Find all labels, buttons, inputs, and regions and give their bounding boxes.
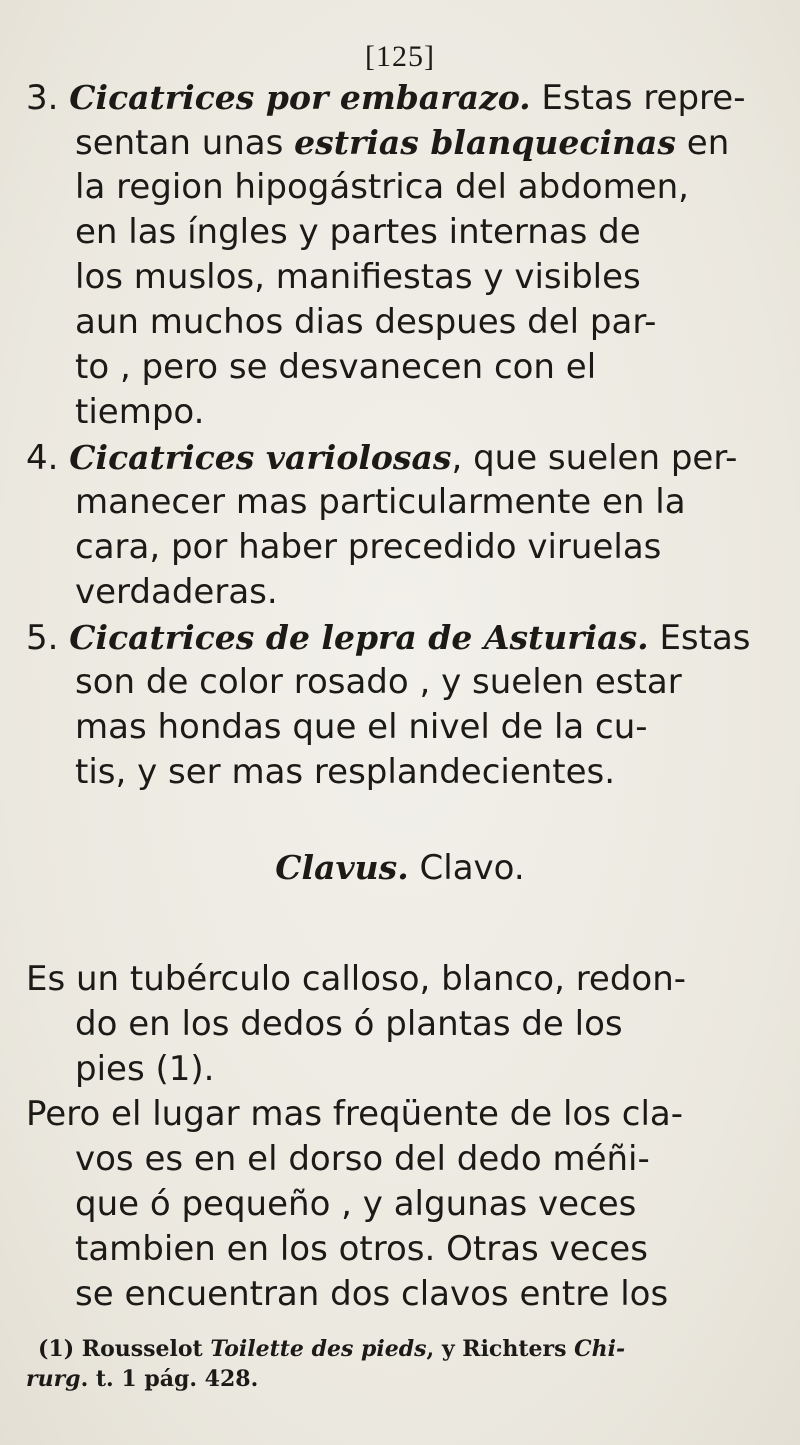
- footnote-line-1: (1) Rousselot Toilette des pieds, y Richters Chi-: [26, 1334, 786, 1364]
- item-3-line-6: aun muchos dias despues del par-: [75, 302, 657, 342]
- item-3-line-7: to , pero se desvanecen con el: [75, 347, 597, 387]
- item-3-title: Cicatrices por embarazo.: [69, 78, 531, 117]
- paragraph-2-line-4: tambien en los otros. Otras veces: [75, 1229, 648, 1269]
- item-3-number: 3.: [26, 78, 59, 118]
- item-4-number: 4.: [26, 438, 59, 478]
- item-5-number: 5.: [26, 618, 59, 658]
- item-3-line-3: la region hipogástrica del abdomen,: [75, 167, 689, 207]
- section-heading: [0, 848, 800, 888]
- item-5-line-4: tis, y ser mas resplandecientes.: [75, 752, 616, 792]
- footnote-line-2: rurg. t. 1 pág. 428.: [26, 1366, 259, 1392]
- paragraph-1: [26, 957, 786, 1092]
- page-number: [125]: [365, 40, 435, 73]
- paragraph-1-line-3: pies (1).: [75, 1049, 215, 1089]
- item-3-line-2: sentan unas estrias blanquecinas en: [75, 123, 730, 163]
- heading-latin: Clavus.: [275, 848, 409, 887]
- item-3-text: Estas repre-: [530, 78, 746, 118]
- footnote-work-2: Chi-: [574, 1336, 626, 1362]
- item-4-title: Cicatrices variolosas: [69, 438, 452, 477]
- footnote-marker: (1): [38, 1336, 75, 1362]
- footnote-work-1: Toilette des pieds: [210, 1336, 427, 1362]
- item-3-line-4: en las íngles y partes internas de: [75, 212, 641, 252]
- footnote: [26, 1334, 786, 1394]
- item-3: [26, 75, 786, 435]
- heading-spanish: Clavo.: [408, 848, 525, 888]
- item-4-line-3: cara, por haber precedido viruelas: [75, 527, 662, 567]
- paragraph-2: [26, 1092, 786, 1317]
- paragraph-2-line-1: Pero el lugar mas freqüente de los cla-: [26, 1094, 683, 1134]
- item-3-line-5: los muslos, manifiestas y visibles: [75, 257, 641, 297]
- item-5: [26, 615, 786, 795]
- paragraph-2-line-3: que ó pequeño , y algunas veces: [75, 1184, 637, 1224]
- item-4-line-2: manecer mas particularmente en la: [75, 482, 686, 522]
- item-3-italic-phrase: estrias blanquecinas: [294, 123, 676, 162]
- item-5-line-2: son de color rosado , y suelen estar: [75, 662, 682, 702]
- paragraph-2-line-2: vos es en el dorso del dedo méñi-: [75, 1139, 650, 1179]
- paragraph-1-line-1: Es un tubérculo calloso, blanco, redon-: [26, 959, 687, 999]
- item-3-line-1: [26, 75, 786, 120]
- item-4-line-1: 4. Cicatrices variolosas, que suelen per-: [26, 438, 738, 478]
- item-4-line-4: verdaderas.: [75, 572, 278, 612]
- item-5-line-1: 5. Cicatrices de lepra de Asturias. Estas: [26, 618, 751, 658]
- paragraph-1-line-2: do en los dedos ó plantas de los: [75, 1004, 623, 1044]
- item-5-title: Cicatrices de lepra de Asturias.: [69, 618, 649, 657]
- item-5-line-3: mas hondas que el nivel de la cu-: [75, 707, 648, 747]
- item-4: [26, 435, 786, 615]
- item-3-line-8: tiempo.: [75, 392, 205, 432]
- paragraph-2-line-5: se encuentran dos clavos entre los: [75, 1274, 669, 1314]
